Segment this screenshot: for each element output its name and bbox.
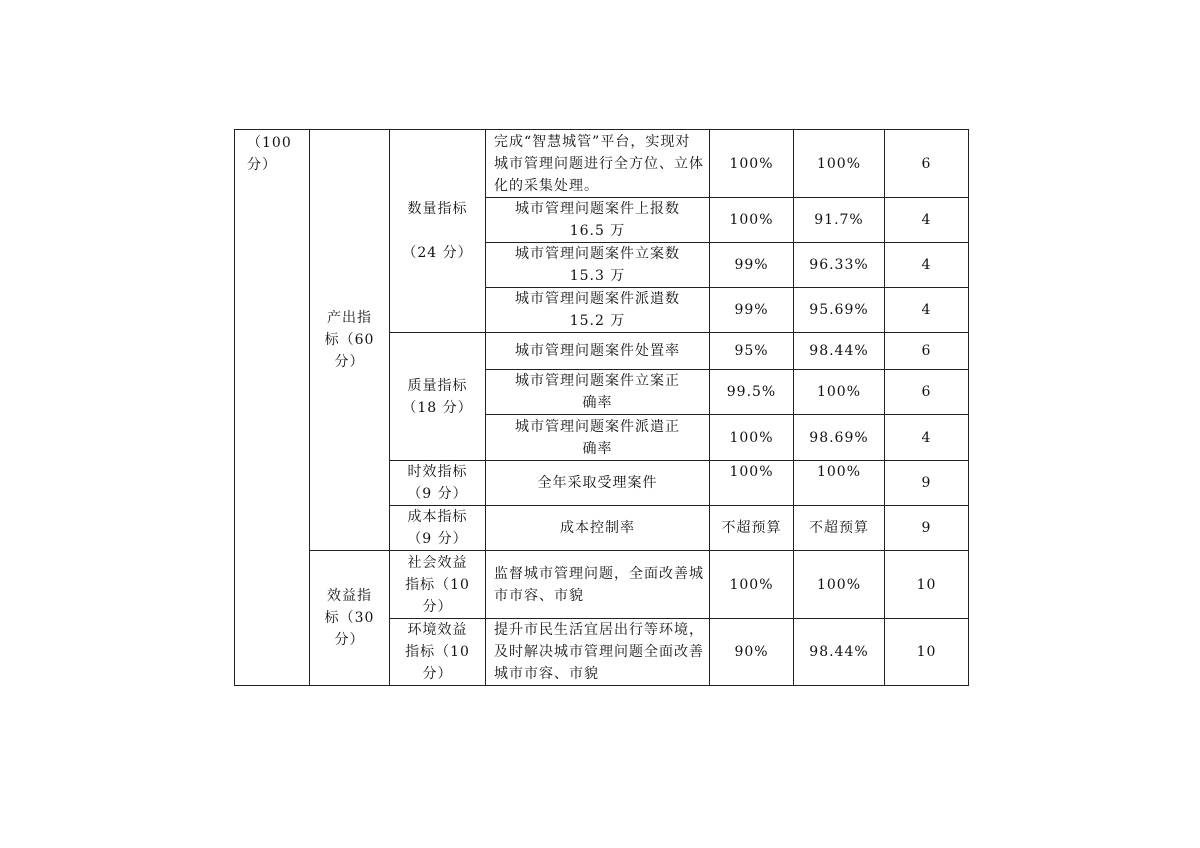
performance-indicator-table (234, 129, 969, 686)
score-cell: 10 (885, 619, 969, 686)
score-cell: 10 (885, 551, 969, 619)
target-value-cell: 95% (710, 333, 794, 370)
indicator-cell: 城市管理问题案件上报数 16.5 万 (486, 198, 710, 243)
score-cell: 4 (885, 198, 969, 243)
score-cell: 6 (885, 130, 969, 198)
target-value-cell: 不超预算 (710, 506, 794, 551)
actual-value-cell: 100% (794, 551, 885, 619)
target-value-cell: 99% (710, 288, 794, 333)
actual-value-cell: 100% (794, 461, 885, 506)
target-value-cell: 99% (710, 243, 794, 288)
score-cell: 4 (885, 243, 969, 288)
target-value-cell: 100% (710, 130, 794, 198)
environment-benefit-subgroup: 环境效益 指标（10 分） (390, 619, 486, 686)
score-cell: 4 (885, 415, 969, 461)
indicator-cell: 提升市民生活宜居出行等环境，及时解决城市管理问题全面改善城市市容、市貌 (486, 619, 710, 686)
indicator-cell: 城市管理问题案件处置率 (486, 333, 710, 370)
score-cell: 6 (885, 370, 969, 415)
target-value-cell: 100% (710, 415, 794, 461)
target-value-cell: 100% (710, 461, 794, 506)
table-row (235, 551, 969, 619)
timeliness-indicator-subgroup: 时效指标 （9 分） (390, 461, 486, 506)
total-score-cell: （100 分） (235, 130, 310, 686)
indicator-cell: 成本控制率 (486, 506, 710, 551)
actual-value-cell: 100% (794, 370, 885, 415)
actual-value-cell: 不超预算 (794, 506, 885, 551)
score-cell: 9 (885, 506, 969, 551)
output-indicator-group: 产出指 标（60 分） (310, 130, 390, 551)
actual-value-cell: 98.44% (794, 333, 885, 370)
score-cell: 9 (885, 461, 969, 506)
score-cell: 4 (885, 288, 969, 333)
indicator-cell: 城市管理问题案件派遣数 15.2 万 (486, 288, 710, 333)
indicator-cell: 城市管理问题案件立案正 确率 (486, 370, 710, 415)
actual-value-cell: 100% (794, 130, 885, 198)
actual-value-cell: 98.69% (794, 415, 885, 461)
quality-indicator-subgroup: 质量指标 （18 分） (390, 333, 486, 461)
indicator-cell: 城市管理问题案件派遣正 确率 (486, 415, 710, 461)
cost-indicator-subgroup: 成本指标 （9 分） (390, 506, 486, 551)
target-value-cell: 100% (710, 198, 794, 243)
score-cell: 6 (885, 333, 969, 370)
benefit-indicator-group: 效益指 标（30 分） (310, 551, 390, 686)
actual-value-cell: 91.7% (794, 198, 885, 243)
table-row (235, 130, 969, 198)
actual-value-cell: 98.44% (794, 619, 885, 686)
indicator-cell: 城市管理问题案件立案数 15.3 万 (486, 243, 710, 288)
actual-value-cell: 96.33% (794, 243, 885, 288)
target-value-cell: 99.5% (710, 370, 794, 415)
target-value-cell: 100% (710, 551, 794, 619)
indicator-cell: 监督城市管理问题，全面改善城市市容、市貌 (486, 551, 710, 619)
indicator-cell: 完成“智慧城管”平台，实现对城市管理问题进行全方位、立体化的采集处理。 (486, 130, 710, 198)
quantity-indicator-subgroup: 数量指标 （24 分） (390, 130, 486, 333)
actual-value-cell: 95.69% (794, 288, 885, 333)
target-value-cell: 90% (710, 619, 794, 686)
social-benefit-subgroup: 社会效益 指标（10 分） (390, 551, 486, 619)
indicator-cell: 全年采取受理案件 (486, 461, 710, 506)
